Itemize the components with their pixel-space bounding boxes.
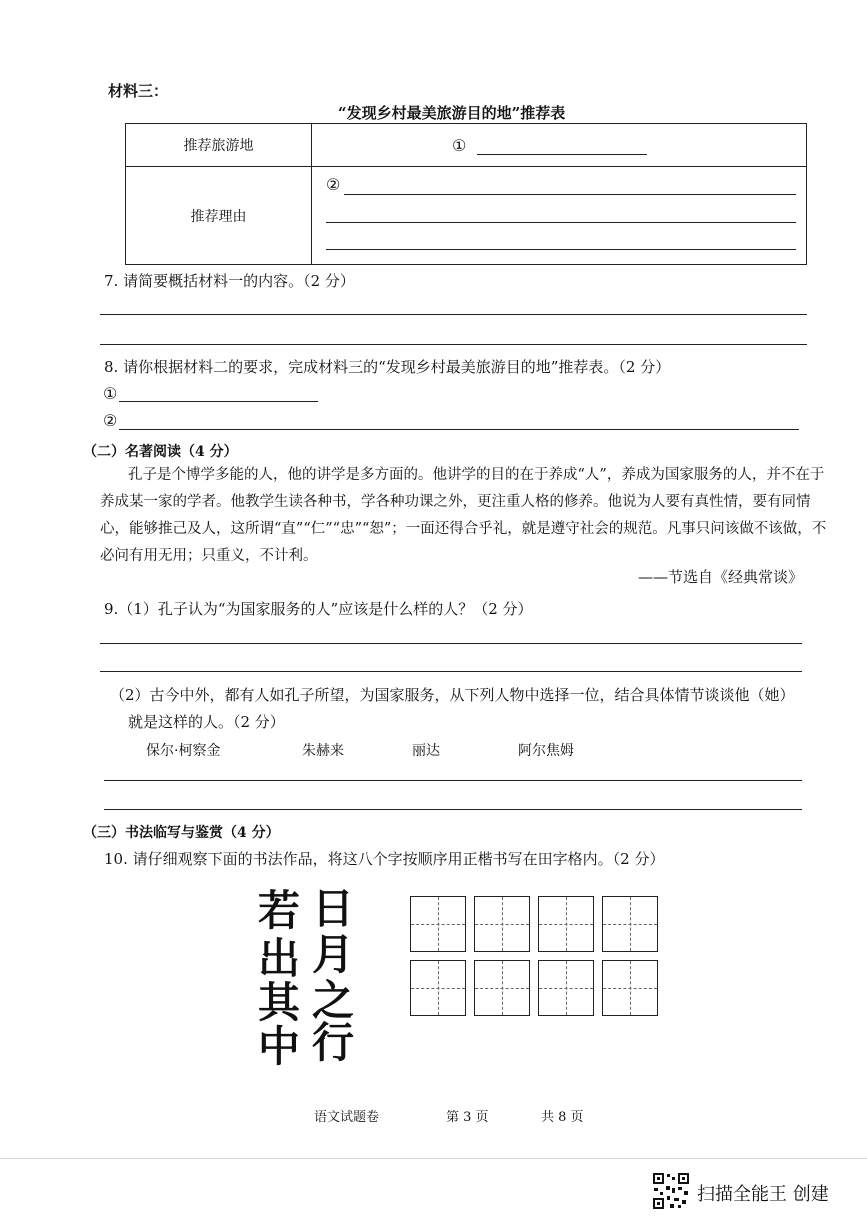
person-option-4: 阿尔焦姆 [518,743,574,759]
recommendation-table [125,123,807,265]
footer-total: 共 8 页 [541,1110,584,1125]
callig-char-right-4: 行 [312,1018,355,1067]
row2-marker: ② [326,175,341,194]
person-option-2: 朱赫来 [302,743,344,759]
tianzige-box-3[interactable] [538,896,594,952]
callig-char-left-4: 中 [258,1022,301,1071]
q9-2-text-line2: 就是这样的人。（2 分） [128,713,285,731]
q10-text: 10. 请仔细观察下面的书法作品，将这八个字按顺序用正楷书写在田字格内。（2 分） [104,850,665,868]
row1-answer-cell[interactable] [312,124,807,167]
tianzige-box-7[interactable] [538,960,594,1016]
tianzige-box-4[interactable] [602,896,658,952]
row2-answer-line-2[interactable] [326,222,796,223]
scanner-divider [0,1158,867,1159]
person-option-3: 丽达 [412,743,440,759]
q9-2-answer-line-2[interactable] [104,809,802,810]
table-title: “发现乡村最美旅游目的地”推荐表 [338,104,566,122]
callig-char-right-2: 月 [312,930,355,979]
q9-2-answer-line-1[interactable] [104,780,802,781]
row1-marker: ① [452,135,467,155]
q8-marker-1: ① [103,384,118,403]
scanner-watermark: 扫描全能王 创建 [697,1184,829,1205]
row2-answer-line-3[interactable] [326,249,796,250]
tianzige-box-2[interactable] [474,896,530,952]
callig-char-right-3: 之 [312,976,355,1025]
tianzige-box-5[interactable] [410,960,466,1016]
q7-answer-line-1[interactable] [100,314,807,315]
q8-answer-line-2[interactable] [119,429,799,430]
tianzige-box-8[interactable] [602,960,658,1016]
row2-answer-line-1[interactable] [344,194,796,195]
callig-char-left-3: 其 [258,978,301,1027]
row2-answer-cell[interactable] [312,167,807,265]
q8-answer-line-1[interactable] [119,401,318,402]
row1-answer-line[interactable] [477,154,647,155]
q9-2-text-line1: （2）古今中外，都有人如孔子所望，为国家服务，从下列人物中选择一位，结合具体情节谈谈他（她） [110,686,795,704]
callig-char-left-2: 出 [258,934,301,983]
q8-marker-2: ② [103,411,118,430]
section3-heading: （三）书法临写与鉴赏（4 分） [83,825,280,841]
section2-heading: （二）名著阅读（4 分） [83,444,238,460]
row2-label: 推荐理由 [126,167,312,265]
person-option-1: 保尔·柯察金 [146,743,221,759]
material3-heading: 材料三： [108,82,169,100]
row1-label: 推荐旅游地 [126,124,312,167]
passage: 孔子是个博学多能的人，他的讲学是多方面的。他讲学的目的在于养成“人”，养成为国家服务的人，并不在于养成某一家的学者。他教学生读各种书，学各种功课之外，更注重人格的修养。他说为人要有真性情，要有同情心，能够推己及人，这所谓“直”“仁”“忠”“恕”；一面还得合乎礼，就是遵守社会的规范。凡事只问该做不该做，不必问有用无用；只重义，不计利。 [100,467,827,564]
tianzige-box-1[interactable] [410,896,466,952]
tianzige-box-6[interactable] [474,960,530,1016]
q9-1-text: 9.（1）孔子认为“为国家服务的人”应该是什么样的人？（2 分） [104,600,533,618]
passage-source: ——节选自《经典常谈》 [638,568,804,586]
callig-char-left-1: 若 [258,886,301,935]
q7-answer-line-2[interactable] [100,344,807,345]
footer-subject: 语文试题卷 [314,1110,380,1125]
footer-page: 第 3 页 [446,1110,489,1125]
q9-1-answer-line-1[interactable] [100,643,802,644]
qr-code-icon [652,1172,690,1210]
q8-text: 8. 请你根据材料二的要求，完成材料三的“发现乡村最美旅游目的地”推荐表。（2 分） [104,358,671,376]
callig-char-right-1: 日 [312,884,355,933]
q9-1-answer-line-2[interactable] [100,671,802,672]
q7-text: 7. 请简要概括材料一的内容。（2 分） [104,272,355,290]
